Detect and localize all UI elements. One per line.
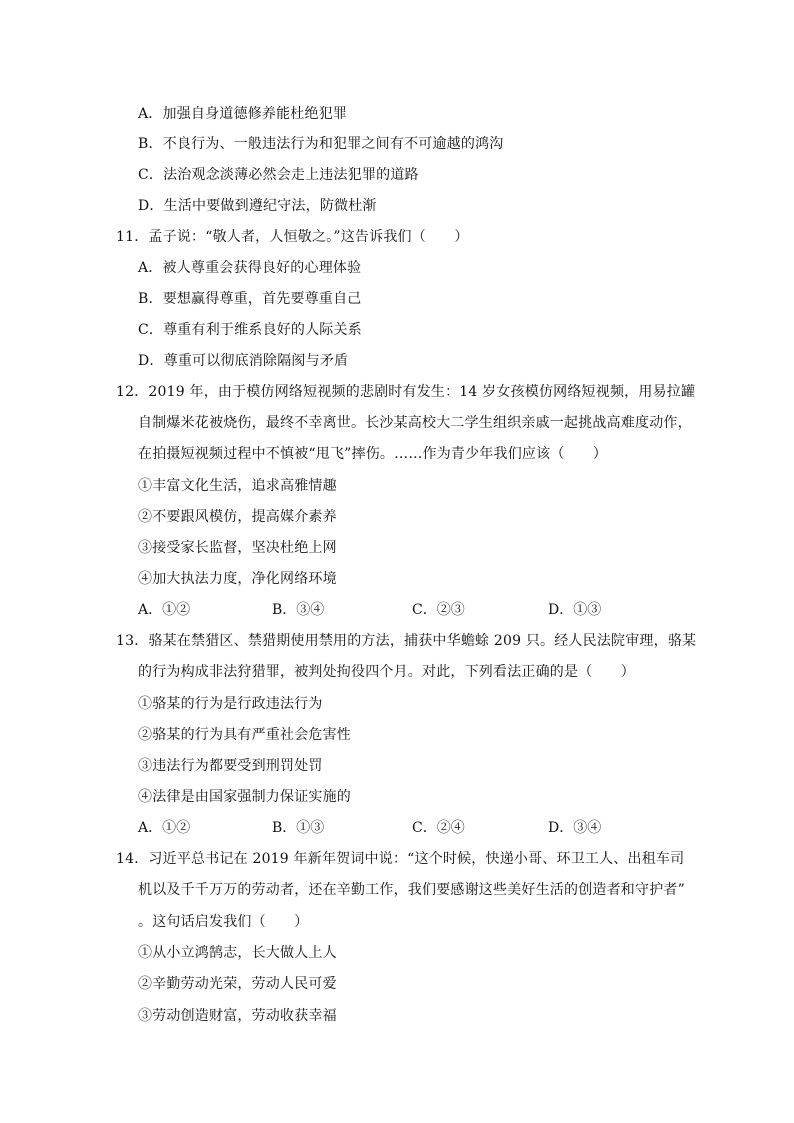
q13-choices xyxy=(138,818,698,838)
q12-item-2: ②不要跟风模仿，提高媒介素养 xyxy=(138,509,337,525)
q13-stem-line-2: 的行为构成非法狩猎罪，被判处拘役四个月。对此，下列看法正确的是（ ） xyxy=(138,664,635,680)
q11-stem: 11．孟子说：“敬人者，人恒敬之。”这告诉我们（ ） xyxy=(116,229,469,245)
q14-stem-line-1: 14．习近平总书记在 2019 年新年贺词中说：“这个时候，快递小哥、环卫工人、出租车司 xyxy=(116,851,685,867)
q10-option-c: C．法治观念淡薄必然会走上违法犯罪的道路 xyxy=(138,167,419,183)
q14-item-1: ①从小立鸿鹄志，长大做人上人 xyxy=(138,945,337,961)
q10-option-a: A．加强自身道德修养能杜绝犯罪 xyxy=(138,106,348,122)
q10-option-d: D．生活中要做到遵纪守法，防微杜渐 xyxy=(138,198,377,214)
q13-item-4: ④法律是由国家强制力保证实施的 xyxy=(138,789,351,805)
q12-choices xyxy=(138,600,698,620)
q12-item-1: ①丰富文化生活，追求高雅情趣 xyxy=(138,478,337,494)
q12-choice-c: C．②③ xyxy=(412,602,465,618)
q13-choice-a: A．①② xyxy=(138,820,191,836)
q14-item-3: ③劳动创造财富，劳动收获幸福 xyxy=(138,1008,337,1024)
q13-choice-c: C．②④ xyxy=(412,820,465,836)
q13-item-2: ②骆某的行为具有严重社会危害性 xyxy=(138,727,351,743)
q12-choice-d: D．①③ xyxy=(548,602,602,618)
q14-stem-line-3: 。这句话启发我们（ ） xyxy=(138,914,309,930)
q14-stem-line-2: 机以及千千万万的劳动者，还在辛勤工作，我们要感谢这些美好生活的创造者和守护者” xyxy=(138,882,685,898)
q11-option-c: C．尊重有利于维系良好的人际关系 xyxy=(138,322,362,338)
q13-item-1: ①骆某的行为是行政违法行为 xyxy=(138,696,323,712)
q12-stem-line-3: 在拍摄短视频过程中不慎被“甩飞”摔伤。……作为青少年我们应该（ ） xyxy=(138,446,608,462)
q12-item-3: ③接受家长监督，坚决杜绝上网 xyxy=(138,540,337,556)
q13-stem-line-1: 13．骆某在禁猎区、禁猎期使用禁用的方法，捕获中华蟾蜍 209 只。经人民法院审理，骆某 xyxy=(116,633,697,649)
q13-choice-b: B．①③ xyxy=(272,820,325,836)
q12-stem-line-1: 12．2019 年，由于模仿网络短视频的悲剧时有发生：14 岁女孩模仿网络短视频，用易拉罐 xyxy=(116,384,696,400)
q12-choice-a: A．①② xyxy=(138,602,191,618)
q12-choice-b: B．③④ xyxy=(272,602,325,618)
q12-item-4: ④加大执法力度，净化网络环境 xyxy=(138,571,337,587)
q12-stem-line-2: 自制爆米花被烧伤，最终不幸离世。长沙某高校大二学生组织亲戚一起挑战高难度动作， xyxy=(138,415,692,431)
q13-choice-d: D．③④ xyxy=(548,820,602,836)
q11-option-d: D．尊重可以彻底消除隔阂与矛盾 xyxy=(138,353,349,369)
q13-item-3: ③违法行为都要受到刑罚处罚 xyxy=(138,758,323,774)
q11-option-b: B．要想赢得尊重，首先要尊重自己 xyxy=(138,291,362,307)
q10-option-b: B．不良行为、一般违法行为和犯罪之间有不可逾越的鸿沟 xyxy=(138,136,504,152)
q14-item-2: ②辛勤劳动光荣，劳动人民可爱 xyxy=(138,976,337,992)
q11-option-a: A．被人尊重会获得良好的心理体验 xyxy=(138,260,362,276)
